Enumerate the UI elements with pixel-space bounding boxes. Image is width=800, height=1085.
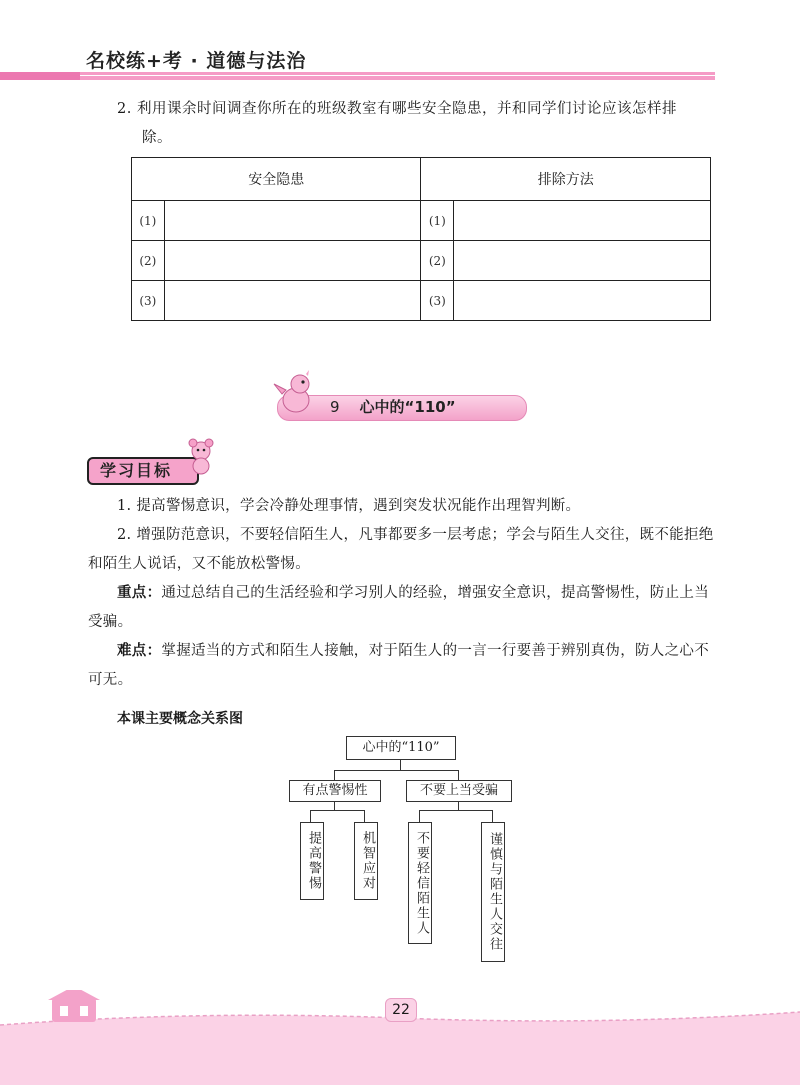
dragon-mascot-icon bbox=[272, 370, 318, 418]
answer-cell[interactable] bbox=[164, 201, 421, 241]
concept-leaf-1: 提高警惕 bbox=[300, 822, 324, 900]
row-number: (1) bbox=[421, 201, 454, 241]
goal-heading: 学习目标 bbox=[100, 461, 173, 480]
col-header-hazard: 安全隐患 bbox=[132, 158, 421, 201]
connector bbox=[310, 810, 364, 811]
difficult-point-text: 掌握适当的方式和陌生人接触，对于陌生人的一言一行要善于辨别真伪，防人之心不可无。 bbox=[88, 643, 710, 688]
question-2-line1: 2. 利用课余时间调查你所在的班级教室有哪些安全隐患，并和同学们讨论应该怎样排 bbox=[117, 101, 677, 117]
connector bbox=[400, 759, 401, 770]
hazard-table bbox=[131, 157, 711, 321]
concept-leaf-3: 不要轻信陌生人 bbox=[408, 822, 432, 944]
connector bbox=[492, 810, 493, 822]
difficult-point bbox=[88, 637, 718, 695]
connector bbox=[334, 770, 458, 771]
row-number: (3) bbox=[132, 281, 165, 321]
connector bbox=[334, 801, 335, 810]
table-row bbox=[132, 281, 711, 321]
concept-map-heading: 本课主要概念关系图 bbox=[117, 711, 243, 727]
key-point-label: 重点： bbox=[117, 585, 162, 601]
col-header-solution: 排除方法 bbox=[421, 158, 711, 201]
concept-branch-right: 不要上当受骗 bbox=[406, 780, 512, 802]
table-row bbox=[132, 241, 711, 281]
row-number: (3) bbox=[421, 281, 454, 321]
row-number: (2) bbox=[421, 241, 454, 281]
lesson-title-text: 心中的“110” bbox=[359, 398, 456, 416]
connector bbox=[419, 810, 492, 811]
table-row bbox=[132, 201, 711, 241]
connector bbox=[334, 770, 335, 780]
answer-cell[interactable] bbox=[164, 281, 421, 321]
question-2 bbox=[117, 95, 717, 153]
concept-root: 心中的“110” bbox=[346, 736, 456, 760]
connector bbox=[310, 810, 311, 822]
row-number: (2) bbox=[132, 241, 165, 281]
connector bbox=[458, 770, 459, 780]
concept-leaf-2: 机智应对 bbox=[354, 822, 378, 900]
goal-item-2: 2. 增强防范意识，不要轻信陌生人，凡事都要多一层考虑；学会与陌生人交往，既不能拒绝和陌生人说话，又不能放松警惕。 bbox=[88, 527, 714, 572]
concept-branch-left: 有点警惕性 bbox=[289, 780, 381, 802]
row-number: (1) bbox=[132, 201, 165, 241]
header-bar bbox=[0, 72, 715, 80]
key-point bbox=[88, 579, 718, 637]
connector bbox=[364, 810, 365, 822]
answer-cell[interactable] bbox=[454, 281, 711, 321]
connector bbox=[458, 801, 459, 810]
answer-cell[interactable] bbox=[164, 241, 421, 281]
lesson-title bbox=[330, 396, 456, 417]
concept-leaf-4: 谨慎与陌生人交往 bbox=[481, 822, 505, 962]
difficult-point-label: 难点： bbox=[117, 643, 162, 659]
header-bar-accent bbox=[0, 72, 80, 80]
goal-item-1: 1. 提高警惕意识，学会冷静处理事情，遇到突发状况能作出理智判断。 bbox=[117, 498, 581, 514]
goals-list bbox=[88, 492, 718, 695]
answer-cell[interactable] bbox=[454, 241, 711, 281]
lesson-number: 9 bbox=[330, 398, 340, 416]
key-point-text: 通过总结自己的生活经验和学习别人的经验，增强安全意识，提高警惕性，防止上当受骗。 bbox=[88, 585, 710, 630]
answer-cell[interactable] bbox=[454, 201, 711, 241]
bear-mascot-icon bbox=[180, 437, 222, 475]
header-title: 名校练+考 · 道德与法治 bbox=[86, 50, 307, 72]
connector bbox=[419, 810, 420, 822]
question-2-line2: 除。 bbox=[142, 130, 172, 146]
page-number: 22 bbox=[385, 998, 417, 1022]
